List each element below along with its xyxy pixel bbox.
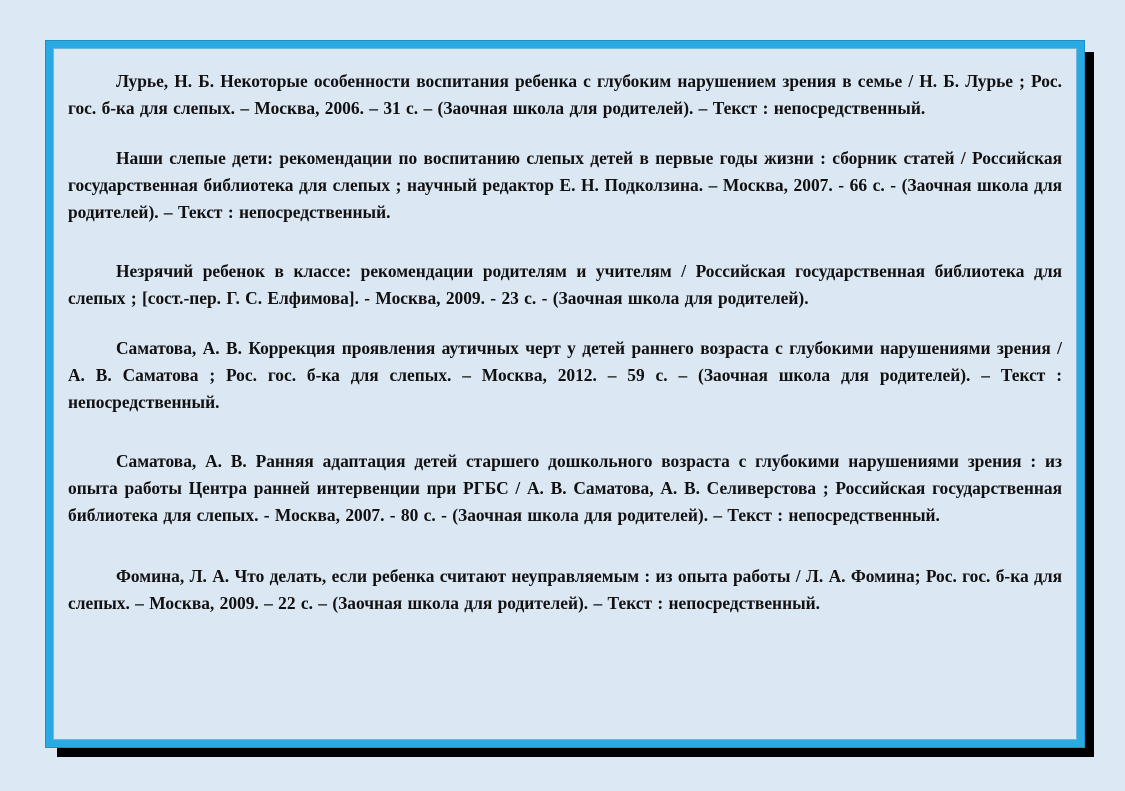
bibliography-entry: Фомина, Л. А. Что делать, если ребенка считают неуправляемым : из опыта работы / Л. А. Фомина; Рос. гос. б-ка для слепых. – Москва, 2009. – 22 с. – (Заочная школа для родителей). – Текст : непосредственный. [68, 566, 1062, 613]
bibliography-frame [45, 40, 1085, 748]
bibliography-entry: Саматова, А. В. Ранняя адаптация детей старшего дошкольного возраста с глубокими нарушениями зрения : из опыта работы Центра ранней интервенции при РГБС / А. В. Саматова, А. В. Селиверстова ; Российская государственная библиотека для слепых. - Москва, 2007. - 80 с. - (Заочная школа для родителей). – Текст : непосредственный. [68, 451, 1062, 525]
bibliography-panel [53, 48, 1077, 740]
bibliography-entry: Незрячий ребенок в классе: рекомендации родителям и учителям / Российская государственная библиотека для слепых ; [сост.-пер. Г. С. Елфимова]. - Москва, 2009. - 23 с. - (Заочная школа для родителей). [68, 261, 1062, 308]
bibliography-entry: Наши слепые дети: рекомендации по воспитанию слепых детей в первые годы жизни : сборник статей / Российская государственная библиотека для слепых ; научный редактор Е. Н. Подколзина. – Москва, 2007. - 66 с. - (Заочная школа для родителей). – Текст : непосредственный. [68, 148, 1062, 222]
bibliography-entry: Лурье, Н. Б. Некоторые особенности воспитания ребенка с глубоким нарушением зрения в семье / Н. Б. Лурье ; Рос. гос. б-ка для слепых. – Москва, 2006. – 31 с. – (Заочная школа для родителей). – Текст : непосредственный. [68, 71, 1062, 118]
bibliography-entry: Саматова, А. В. Коррекция проявления аутичных черт у детей раннего возраста с глубокими нарушениями зрения / А. В. Саматова ; Рос. гос. б-ка для слепых. – Москва, 2012. – 59 с. – (Заочная школа для родителей). – Текст : непосредственный. [68, 338, 1062, 412]
